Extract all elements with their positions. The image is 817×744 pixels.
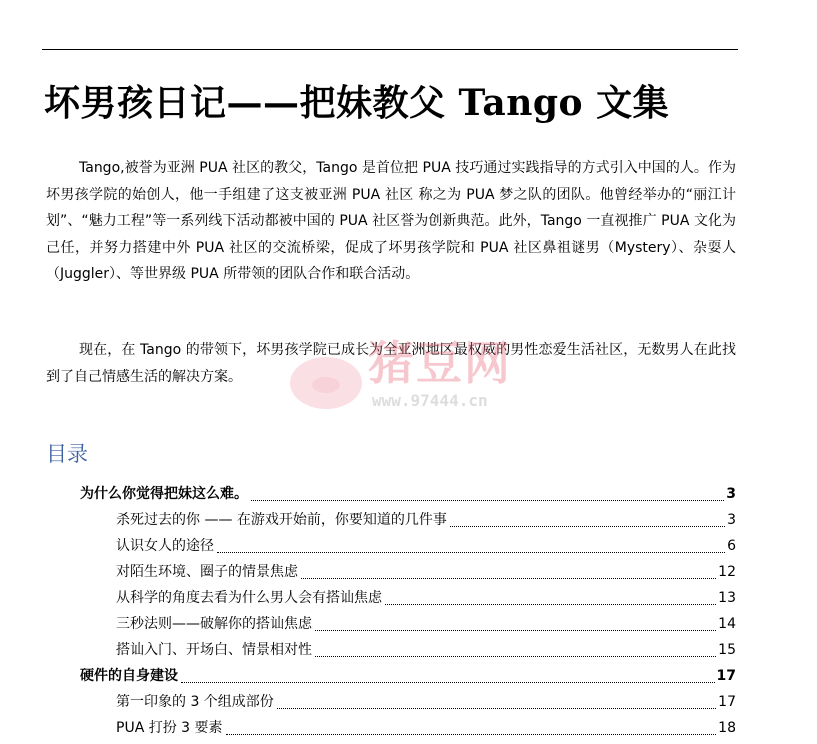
toc-entry-title: 对陌生环境、圈子的情景焦虑 <box>116 564 298 580</box>
document-title: 坏男孩日记——把妹教父 Tango 文集 <box>44 82 670 124</box>
toc-page-number: 13 <box>718 590 736 606</box>
toc-entry-title: 从科学的角度去看为什么男人会有搭讪焦虑 <box>116 590 382 606</box>
toc-entry[interactable] <box>116 509 736 531</box>
toc-page-number: 17 <box>718 694 736 710</box>
watermark-url: www.97444.cn <box>372 391 488 410</box>
toc-dot-leader <box>277 708 716 709</box>
toc-entry[interactable] <box>80 483 736 505</box>
toc-page-number: 17 <box>716 668 736 684</box>
toc-page-number: 15 <box>718 642 736 658</box>
toc-page-number: 18 <box>718 720 736 736</box>
toc-page-number: 12 <box>718 564 736 580</box>
intro-paragraph: 现在，在 Tango 的带领下，坏男孩学院已成长为全亚洲地区最权威的男性恋爱生活社区，无数男人在此找到了自己情感生活的解决方案。 <box>46 342 736 385</box>
intro-paragraph: Tango,被誉为亚洲 PUA 社区的教父，Tango 是首位把 PUA 技巧通过实践指导的方式引入中国的人。作为坏男孩学院的始创人，他一手组建了这支被亚洲 PUA 社区 称之为 PUA 梦之队的团队。他曾经举办的“丽江计划”、“魅力工程”等一系列线下活动都被中国的 PUA 社区誉为创新典范。此外，Tango 一直视推广 PUA 文化为己任，并努力搭建中外 PUA 社区的交流桥梁，促成了坏男孩学院和 PUA 社区鼻祖谜男（Mystery）、杂耍人（Juggler）、等世界级 PUA 所带领的团队合作和联合活动。 <box>46 160 736 283</box>
toc-page-number: 6 <box>727 538 736 554</box>
toc-entry-title: 搭讪入门、开场白、情景相对性 <box>116 642 312 658</box>
toc-entry-title: 硬件的自身建设 <box>80 668 178 684</box>
toc-dot-leader <box>450 526 725 527</box>
toc-dot-leader <box>315 656 716 657</box>
toc-dot-leader <box>181 682 715 683</box>
toc-entry[interactable] <box>116 639 736 661</box>
watermark-brand: 猪豆网 <box>368 336 512 390</box>
toc-entry[interactable] <box>116 613 736 635</box>
toc-entry[interactable] <box>116 691 736 713</box>
toc-entry[interactable] <box>116 561 736 583</box>
toc-entry[interactable] <box>116 717 736 739</box>
toc-page-number: 3 <box>727 512 736 528</box>
toc-dot-leader <box>226 734 717 735</box>
toc-dot-leader <box>217 552 725 553</box>
toc-entry-title: 三秒法则——破解你的搭讪焦虑 <box>116 616 312 632</box>
toc-page-number: 3 <box>726 486 736 502</box>
toc-entry[interactable] <box>80 665 736 687</box>
toc-entry[interactable] <box>116 535 736 557</box>
toc-page-number: 14 <box>718 616 736 632</box>
toc-entry-title: 杀死过去的你 —— 在游戏开始前，你要知道的几件事 <box>116 512 447 528</box>
toc-dot-leader <box>315 630 716 631</box>
toc-entry-title: 第一印象的 3 个组成部份 <box>116 694 274 710</box>
toc-dot-leader <box>301 578 716 579</box>
toc-entry[interactable] <box>116 587 736 609</box>
toc-entry-title: PUA 打扮 3 要素 <box>116 720 223 736</box>
toc-heading: 目录 <box>46 442 88 466</box>
toc-dot-leader <box>385 604 716 605</box>
toc-entry-title: 认识女人的途径 <box>116 538 214 554</box>
toc-entry-title: 为什么你觉得把妹这么难。 <box>80 486 248 502</box>
toc-dot-leader <box>251 500 724 501</box>
